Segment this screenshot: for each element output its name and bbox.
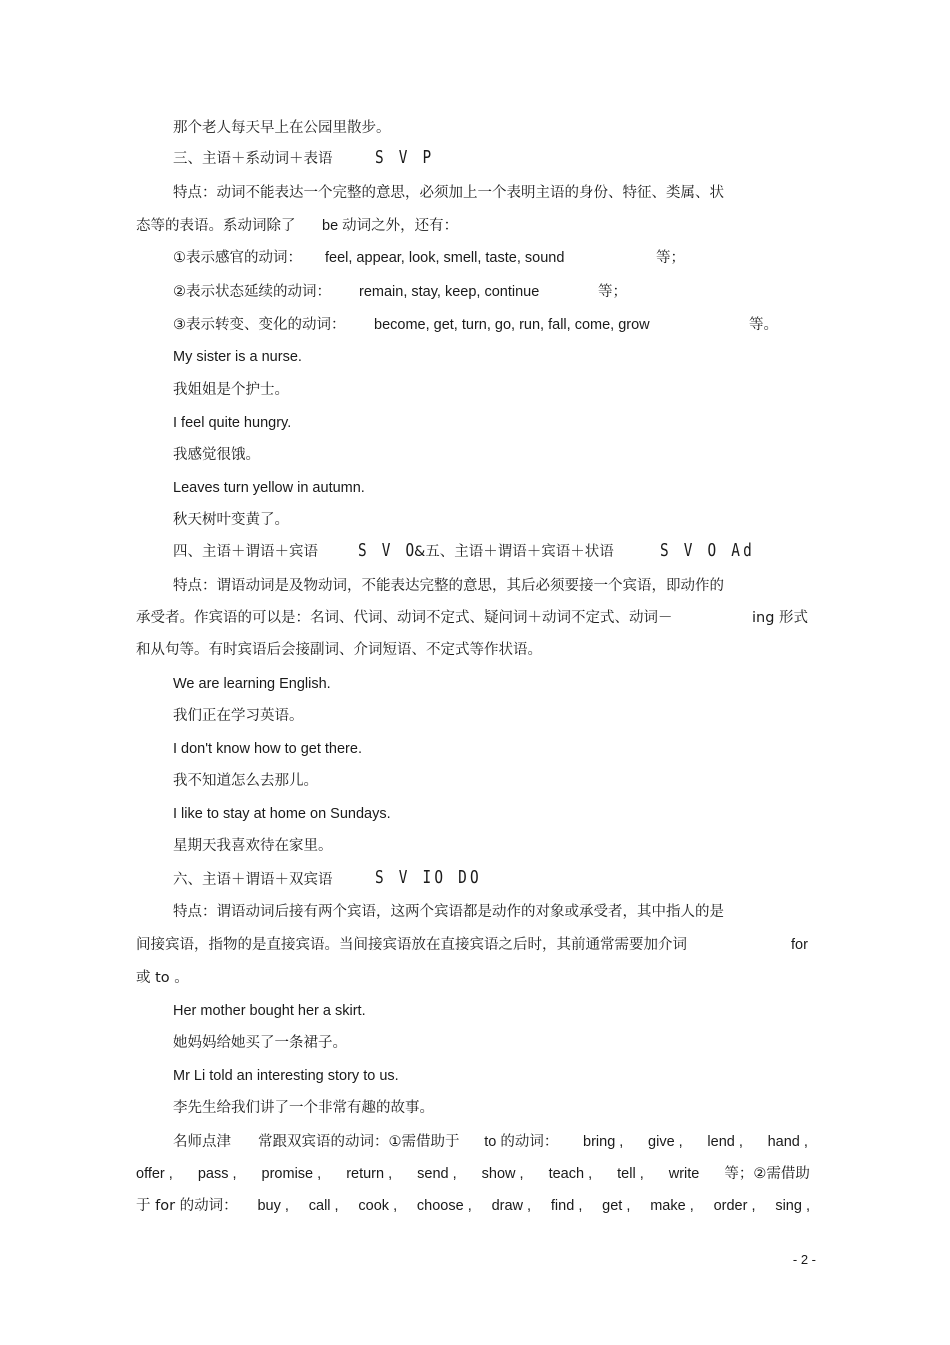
tip-word: get , <box>602 1198 631 1214</box>
paragraph-line: 和从句等。有时宾语后会接副词、介词短语、不定式等作状语。 <box>136 642 542 658</box>
sentence-pattern: S V O Ad <box>660 540 755 561</box>
tip-word: make , <box>650 1198 694 1214</box>
heading-text: 三、主语＋系动词＋表语 <box>173 151 333 167</box>
tip-word: write <box>668 1166 700 1182</box>
tip-word: buy , <box>257 1198 289 1214</box>
tip-word: hand , <box>767 1134 808 1150</box>
section-heading: 六、主语＋谓语＋双宾语 <box>173 872 333 888</box>
example-english: I don't know how to get there. <box>173 741 362 757</box>
tip-line <box>136 1196 810 1216</box>
tip-word: call , <box>308 1198 339 1214</box>
section-heading <box>173 149 333 169</box>
example-chinese: 我不知道怎么去那儿。 <box>173 773 318 789</box>
page-number: - 2 - <box>792 1252 816 1267</box>
sentence-pattern: S V P <box>375 147 435 168</box>
list-item-end: 等； <box>656 250 685 266</box>
section-heading: 四、主语＋谓语＋宾语 <box>173 544 318 560</box>
tip-word: lend , <box>707 1134 743 1150</box>
tip-word: 常跟双宾语的动词：①需借助于 <box>258 1134 460 1150</box>
paragraph-line: 间接宾语，指物的是直接宾语。当间接宾语放在直接宾语之后时，其前通常需要加介词 <box>136 937 687 953</box>
tip-word: offer , <box>136 1166 173 1182</box>
example-english: We are learning English. <box>173 676 331 692</box>
tip-word: cook , <box>358 1198 398 1214</box>
paragraph-line: 特点：谓语动词后接有两个宾语，这两个宾语都是动作的对象或承受者，其中指人的是 <box>173 904 724 920</box>
section-heading: &五、主语＋谓语＋宾语＋状语 <box>414 544 614 560</box>
example-english: Leaves turn yellow in autumn. <box>173 480 365 496</box>
text-part: for <box>791 937 808 953</box>
tip-label: 名师点津 <box>173 1134 231 1150</box>
example-english: My sister is a nurse. <box>173 349 302 365</box>
example-english: I feel quite hungry. <box>173 415 292 431</box>
paragraph-line <box>136 216 296 236</box>
tip-word: show , <box>481 1166 524 1182</box>
paragraph-line: 特点：谓语动词是及物动词，不能表达完整的意思，其后必须要接一个宾语，即动作的 <box>173 578 724 594</box>
tip-word: order , <box>713 1198 756 1214</box>
tip-word: promise , <box>261 1166 322 1182</box>
list-item-end: 等； <box>598 284 627 300</box>
example-english: Mr Li told an interesting story to us. <box>173 1068 399 1084</box>
example-chinese: 我感觉很饿。 <box>173 447 260 463</box>
example-chinese: 秋天树叶变黄了。 <box>173 512 289 528</box>
example-chinese: 她妈妈给她买了一条裙子。 <box>173 1035 347 1051</box>
example-english: Her mother bought her a skirt. <box>173 1003 366 1019</box>
tip-word: to 的动词： <box>484 1134 559 1150</box>
tip-word: give , <box>648 1134 683 1150</box>
list-item-words: remain, stay, keep, continue <box>359 284 540 300</box>
paragraph-line: 承受者。作宾语的可以是：名词、代词、动词不定式、疑问词＋动词不定式、动词－ <box>136 610 673 626</box>
tip-word: tell , <box>617 1166 644 1182</box>
example-chinese: 我姐姐是个护士。 <box>173 382 289 398</box>
text-part: be 动词之外，还有： <box>322 218 459 234</box>
tip-line <box>136 1164 810 1184</box>
tip-word: draw , <box>491 1198 532 1214</box>
tip-word: pass , <box>197 1166 237 1182</box>
tip-word: 于 for 的动词： <box>136 1198 238 1214</box>
example-chinese: 星期天我喜欢待在家里。 <box>173 838 333 854</box>
text-part: ing 形式 <box>752 610 809 626</box>
text-line: 那个老人每天早上在公园里散步。 <box>173 120 391 136</box>
list-item-words: feel, appear, look, smell, taste, sound <box>325 250 565 266</box>
tip-word: 等；②需借助 <box>724 1166 810 1182</box>
tip-word: teach , <box>548 1166 593 1182</box>
tip-word: find , <box>550 1198 583 1214</box>
sentence-pattern: S V O <box>358 540 418 561</box>
example-chinese: 我们正在学习英语。 <box>173 708 304 724</box>
tip-word: sing , <box>775 1198 810 1214</box>
paragraph-line: 或 to 。 <box>136 970 189 986</box>
tip-word: choose , <box>416 1198 472 1214</box>
example-english: I like to stay at home on Sundays. <box>173 806 391 822</box>
text-part: 态等的表语。系动词除了 <box>136 218 296 234</box>
tip-word: return , <box>346 1166 393 1182</box>
list-item-label: ②表示状态延续的动词： <box>173 284 331 300</box>
tip-word: bring , <box>583 1134 624 1150</box>
list-item-end: 等。 <box>749 317 778 333</box>
tip-line <box>258 1132 808 1152</box>
list-item-label: ①表示感官的动词： <box>173 250 302 266</box>
tip-word: send , <box>417 1166 457 1182</box>
sentence-pattern: S V IO DO <box>375 867 482 888</box>
list-item-label: ③表示转变、变化的动词： <box>173 317 346 333</box>
example-chinese: 李先生给我们讲了一个非常有趣的故事。 <box>173 1100 434 1116</box>
list-item-words: become, get, turn, go, run, fall, come, grow <box>374 317 650 333</box>
paragraph-line: 特点：动词不能表达一个完整的意思，必须加上一个表明主语的身份、特征、类属、状 <box>173 185 724 201</box>
